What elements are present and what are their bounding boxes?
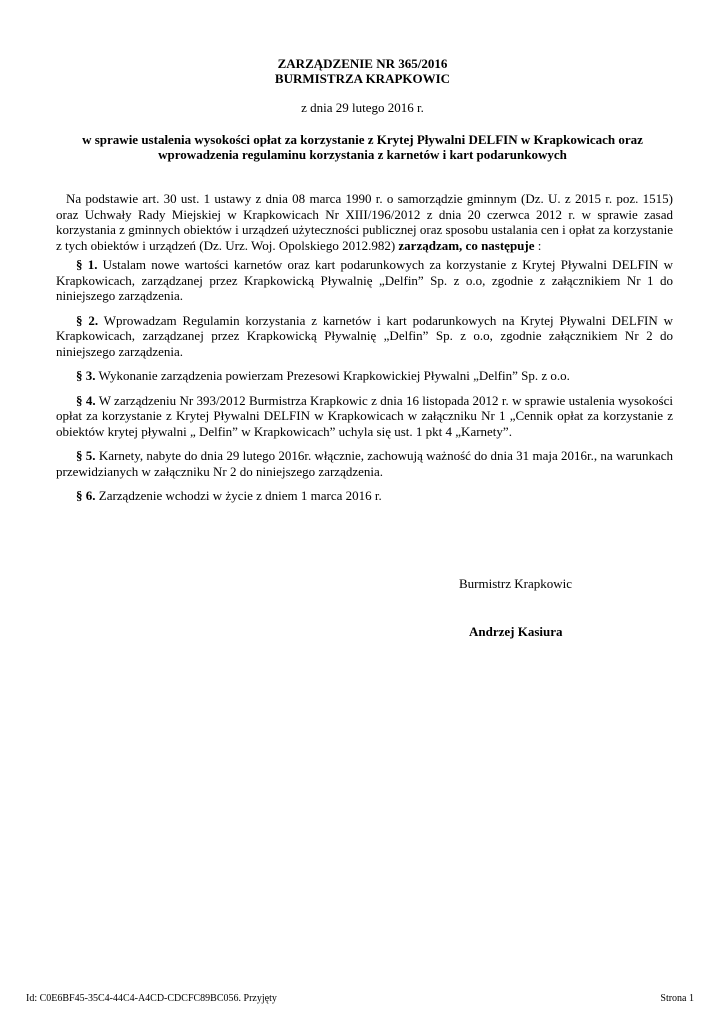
paragraph-3 — [56, 368, 673, 384]
section-text: W zarządzeniu Nr 393/2012 Burmistrza Krapkowic z dnia 16 listopada 2012 r. w sprawie ustalenia wysokości opłat za korzystanie z Krytej Pływalni DELFIN w Krapkowicach w załączniku Nr 1 „Cennik opłat za korzystanie z obiektów krytej pływalni „ Delfin” w Krapkowicach” uchyla się ust. 1 pkt 4 „Karnety”. — [56, 392, 674, 439]
intro-paragraph — [56, 191, 673, 253]
section-text: Ustalam nowe wartości karnetów oraz kart podarunkowych za korzystanie z Krytej Pływalni DELFIN w Krapkowicach, zarządzanej przez Krapkowicką Pływalnię „Delfin” Sp. z o.o, zgodnie z załącznikiem Nr 1 do niniejszego zarządzenia. — [56, 257, 674, 303]
footer-page-number: Strona 1 — [660, 993, 694, 1004]
document-subject: w sprawie ustalenia wysokości opłat za korzystanie z Krytej Pływalni DELFIN w Krapkowicach oraz wprowadzenia regulaminu korzystania z karnetów i kart podarunkowych — [82, 132, 643, 162]
title-line-1: ZARZĄDZENIE NR 365/2016 — [277, 56, 448, 71]
section-text: Wprowadzam Regulamin korzystania z karnetów i kart podarunkowych na Krytej Pływalni DELFIN w Krapkowicach, zarządzanej przez Krapkowicką Pływalnię „Delfin” Sp. z o.o, zgodnie załącznikiem Nr 2 do niniejszego zarządzenia. — [56, 312, 674, 359]
section-number: § 3. — [76, 368, 96, 383]
document-title — [0, 56, 725, 86]
paragraph-2 — [56, 313, 673, 360]
section-text: Wykonanie zarządzenia powierzam Prezesowi Krapkowickiej Pływalni „Delfin” Sp. z o.o. — [95, 368, 570, 383]
paragraph-5 — [56, 448, 673, 479]
section-number: § 1. — [76, 257, 98, 272]
paragraph-4 — [56, 393, 673, 440]
paragraph-1 — [56, 257, 673, 304]
section-text: Zarządzenie wchodzi w życie z dniem 1 marca 2016 r. — [95, 488, 382, 503]
section-number: § 6. — [76, 488, 96, 503]
section-number: § 5. — [76, 448, 96, 463]
intro-end: : — [534, 237, 542, 253]
document-body — [56, 191, 673, 513]
paragraph-6 — [56, 488, 673, 504]
footer-document-id: Id: C0E6BF45-35C4-44C4-A4CD-CDCFC89BC056. Przyjęty — [26, 993, 277, 1004]
section-number: § 4. — [76, 392, 96, 408]
intro-text: Na podstawie art. 30 ust. 1 ustawy z dnia 08 marca 1990 r. o samorządzie gminnym (Dz. U. z 2015 r. poz. 1515) oraz Uchwały Rady Miejskiej w Krapkowicach Nr XIII/196/2012 z dnia 20 czerwca 2012 r. w sprawie zasad korzystania z gminnych obiektów i urządzeń użyteczności publicznej oraz sposobu ustalania cen i opłat za korzystanie z tych obiektów i urządzeń (Dz. Urz. Woj. Opolskiego 2012.982) — [56, 191, 673, 253]
signature-name: Andrzej Kasiura — [469, 624, 563, 639]
document-date: z dnia 29 lutego 2016 r. — [301, 100, 424, 115]
section-text: Karnety, nabyte do dnia 29 lutego 2016r. włącznie, zachowują ważność do dnia 31 maja 2016r., na warunkach przewidzianych w załączniku Nr 2 do niniejszego zarządzenia. — [56, 448, 674, 479]
signature-role: Burmistrz Krapkowic — [459, 576, 573, 591]
section-number: § 2. — [76, 312, 99, 328]
title-line-2: BURMISTRZA KRAPKOWIC — [274, 71, 451, 86]
intro-bold: zarządzam, co następuje — [398, 237, 535, 253]
